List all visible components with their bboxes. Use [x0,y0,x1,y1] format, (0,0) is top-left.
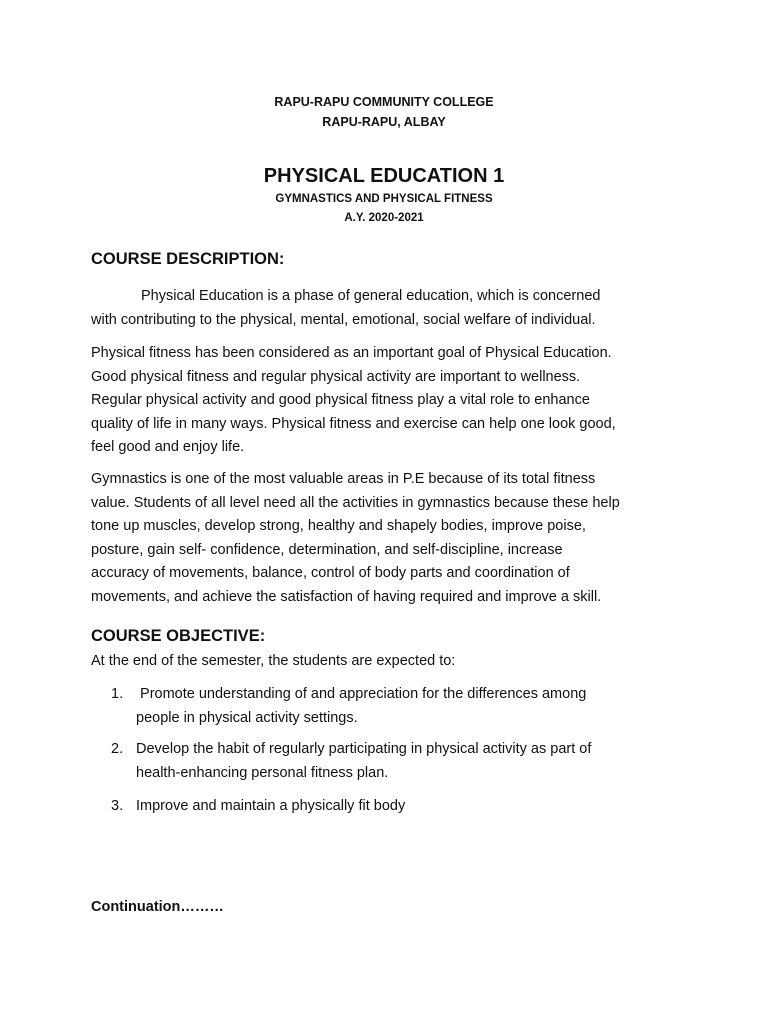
paragraph-line: Physical fitness has been considered as an important goal of Physical Education. [91,345,612,361]
paragraph-line: tone up muscles, develop strong, healthy and shapely bodies, improve poise, [91,518,586,534]
objective-intro [91,650,681,674]
objective-line: Improve and maintain a physically fit body [136,798,406,814]
paragraph-line: with contributing to the physical, mental, emotional, social welfare of individual. [91,311,596,328]
objective-intro-text: At the end of the semester, the students are expected to: [91,653,456,669]
course-subtitle: GYMNASTICS AND PHYSICAL FITNESS [275,193,493,205]
description-paragraph-2 [91,342,681,460]
objective-line: health-enhancing personal fitness plan. [136,764,389,781]
institution-name: RAPU-RAPU COMMUNITY COLLEGE [274,95,494,109]
description-paragraph-1 [91,285,681,332]
course-description-heading: COURSE DESCRIPTION: [91,250,285,268]
paragraph-line: movements, and achieve the satisfaction of having required and improve a skill. [91,588,602,605]
objective-item [111,738,681,785]
objective-line: Promote understanding of and appreciation for the differences among [136,686,587,702]
paragraph-line: Physical Education is a phase of general education, which is concerned [141,288,601,304]
continuation-note: Continuation……… [91,899,224,915]
paragraph-line: Good physical fitness and regular physical activity are important to wellness. [91,368,581,385]
paragraph-line: feel good and enjoy life. [91,439,245,455]
course-objective-heading: COURSE OBJECTIVE: [91,627,266,645]
objective-number: 3. [111,798,124,814]
description-paragraph-3 [91,468,681,609]
objective-line: Develop the habit of regularly participating in physical activity as part of [136,741,592,757]
objective-line: people in physical activity settings. [136,709,358,726]
objective-item [111,683,681,730]
objective-text [136,795,681,819]
objective-number: 1. [111,686,124,702]
course-title: PHYSICAL EDUCATION 1 [263,165,505,187]
paragraph-line: posture, gain self- confidence, determination, and self-discipline, increase [91,541,563,558]
paragraph-line: value. Students of all level need all the activities in gymnastics because these help [91,494,620,511]
objective-number: 2. [111,741,124,757]
objective-text [136,683,681,730]
paragraph-line: Regular physical activity and good physical fitness play a vital role to enhance [91,392,590,408]
objective-item [111,795,681,819]
paragraph-line: quality of life in many ways. Physical fitness and exercise can help one look good, [91,415,616,432]
objective-text [136,738,681,785]
paragraph-line: Gymnastics is one of the most valuable areas in P.E because of its total fitness [91,471,596,487]
paragraph-line: accuracy of movements, balance, control of body parts and coordination of [91,565,570,581]
academic-year: A.Y. 2020-2021 [344,212,424,224]
institution-location: RAPU-RAPU, ALBAY [322,115,446,129]
